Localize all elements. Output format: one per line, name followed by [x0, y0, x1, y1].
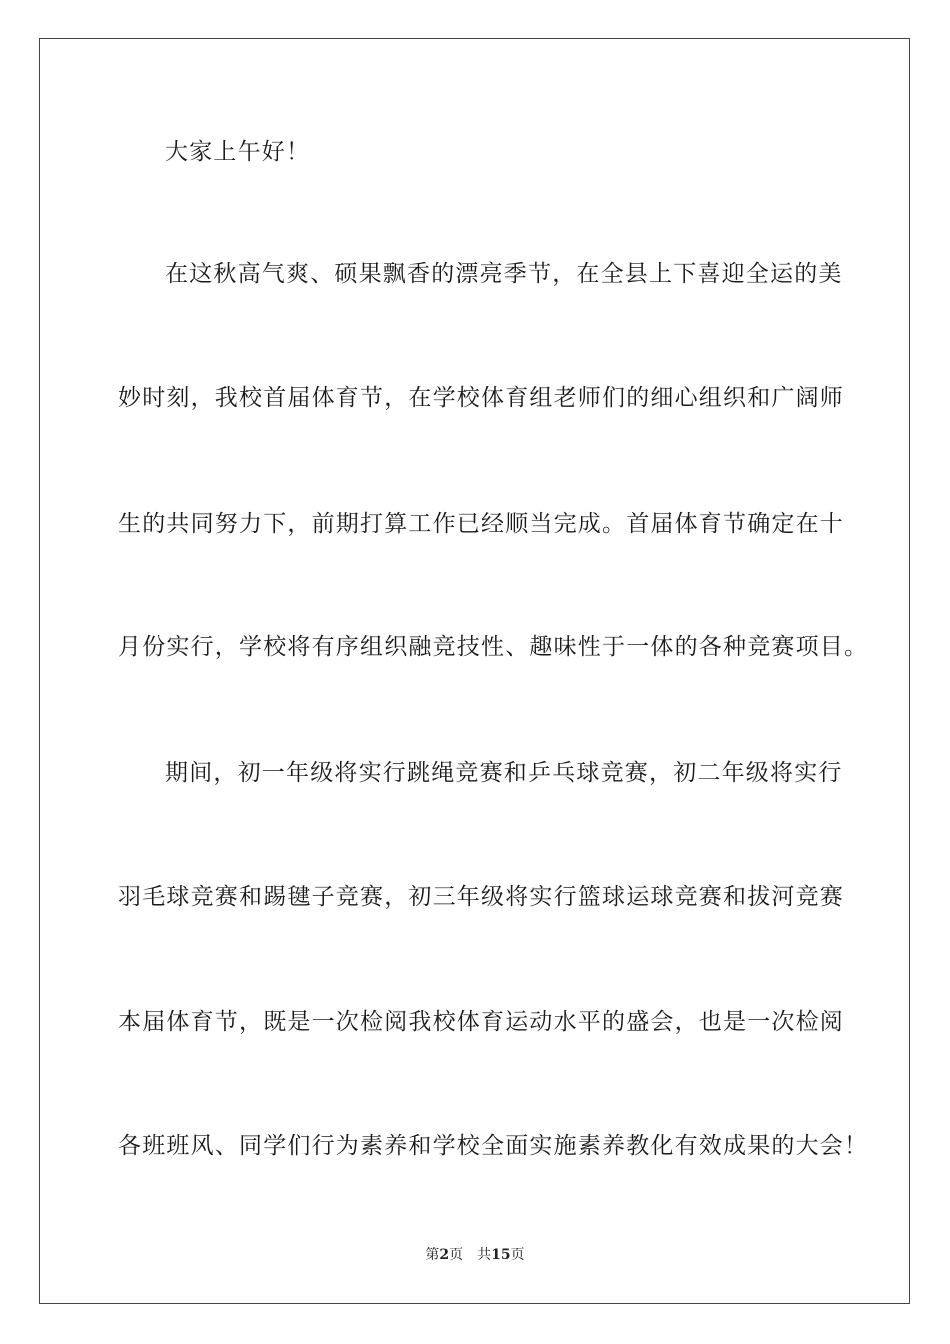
total-pages: 15	[491, 1247, 511, 1263]
text-line-greeting: 大家上午好！	[165, 139, 311, 165]
text-line: 期间，初一年级将实行跳绳竞赛和乒乓球竞赛，初二年级将实行	[165, 760, 843, 786]
text-line: 在这秋高气爽、硕果飘香的漂亮季节，在全县上下喜迎全运的美	[165, 261, 843, 287]
total-suffix: 页	[510, 1247, 525, 1263]
page-suffix: 页	[449, 1247, 464, 1263]
text-line: 妙时刻，我校首届体育节，在学校体育组老师们的细心组织和广阔师	[118, 385, 844, 411]
page-border	[39, 38, 910, 1304]
total-prefix: 共	[477, 1247, 492, 1263]
text-line: 羽毛球竞赛和踢毽子竞赛，初三年级将实行篮球运球竞赛和拔河竞赛	[118, 884, 844, 910]
text-line: 各班班风、同学们行为素养和学校全面实施素养教化有效成果的大会！	[118, 1133, 869, 1159]
text-line: 本届体育节，既是一次检阅我校体育运动水平的盛会，也是一次检阅	[118, 1009, 844, 1035]
page-number: 2	[439, 1247, 450, 1263]
page-footer	[0, 1246, 950, 1264]
page-prefix: 第	[425, 1247, 440, 1263]
text-line: 月份实行，学校将有序组织融竞技性、趣味性于一体的各种竞赛项目。	[118, 634, 869, 660]
text-line: 生的共同努力下，前期打算工作已经顺当完成。首届体育节确定在十	[118, 511, 844, 537]
